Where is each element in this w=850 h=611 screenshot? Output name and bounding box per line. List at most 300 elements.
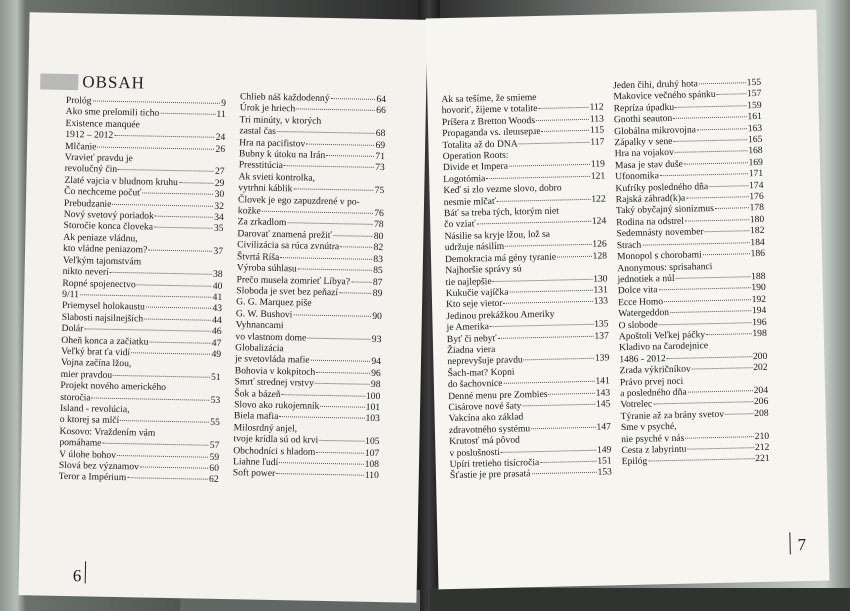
dot-leader (144, 318, 211, 320)
toc-entry-title: Slovo ako rukojemník (234, 399, 320, 412)
dot-leader (148, 250, 212, 252)
toc-entry-page: 66 (376, 105, 386, 117)
toc-entry-page: 60 (209, 462, 220, 474)
toc-entry-title: Demokracia má gény tyranie (444, 251, 557, 265)
toc-entry-page: 122 (591, 193, 606, 205)
toc-entry (622, 453, 770, 468)
toc-entry-page: 139 (594, 352, 610, 365)
dot-leader (80, 294, 212, 298)
toc-entry-title: Watergeddon (618, 307, 670, 320)
toc-entry-page: 113 (589, 113, 605, 125)
toc-entry-title: Ufonomika (615, 170, 660, 183)
toc-entry-title: Cisárove nové šaty (448, 400, 522, 414)
toc-entry-title: Kufríky posledného dňa (615, 180, 709, 194)
dot-leader (319, 440, 364, 442)
toc-entry-page: 100 (365, 390, 381, 402)
toc-entry-page: 128 (592, 250, 608, 262)
dot-leader (112, 204, 213, 207)
toc-entry-page: 59 (209, 451, 220, 463)
toc-entry-page: 76 (374, 207, 384, 220)
toc-entry-page: 143 (595, 386, 611, 399)
dot-leader (296, 109, 375, 112)
toc-entry-title: mier pravdou (60, 368, 113, 381)
toc-entry-title: revolučný čin (64, 163, 118, 176)
toc-entry-title: Hra na vojakov (614, 147, 674, 160)
dot-leader (522, 404, 595, 407)
dot-leader (284, 166, 374, 169)
toc-entry-title: Milosrdný anjel, (233, 422, 298, 435)
dot-leader (531, 427, 595, 429)
toc-entry-page: 71 (375, 150, 386, 163)
toc-entry-page: 98 (370, 379, 381, 391)
toc-column-4 (613, 77, 770, 468)
dot-leader (293, 314, 371, 316)
dot-leader (131, 352, 210, 355)
toc-entry-title: Príšera z Bretton Woods (441, 114, 536, 128)
dot-leader (524, 358, 594, 361)
toc-entry-title: Sme v psyché, (620, 421, 677, 434)
dot-leader (659, 322, 751, 325)
toc-entry-title: Ako sme prelomili ticho (65, 106, 160, 120)
dot-leader (102, 443, 208, 446)
toc-entry-title: 1912 – 2012 (65, 129, 114, 142)
toc-entry-title: Zlaté vajcia v bludnom kruhu (64, 174, 178, 188)
toc-entry-page: 147 (596, 421, 612, 433)
dot-leader (155, 216, 213, 218)
toc-entry-title: kto vládne peniazom? (62, 243, 148, 256)
toc-entry-title: udržuje násilím (444, 241, 505, 254)
toc-entry-title: Byť či nebyť (446, 332, 497, 345)
dot-leader (509, 164, 590, 167)
toc-entry-title: Logotómia (443, 173, 486, 185)
toc-entry-title: Masa je stav duše (614, 158, 684, 172)
toc-entry-title: Existence manquée (65, 117, 140, 131)
toc-entry-page: 221 (755, 453, 770, 465)
dot-leader (315, 383, 370, 385)
dot-leader (725, 413, 753, 415)
toc-entry-page: 208 (754, 407, 769, 419)
toc-entry-page: 196 (752, 316, 767, 328)
dot-leader (538, 107, 588, 109)
dot-leader (149, 341, 210, 343)
dot-leader (503, 381, 594, 384)
toc-entry-page: 64 (376, 93, 387, 106)
toc-entry-title: Báť sa treba tých, ktorým niet (443, 205, 560, 220)
toc-entry-title: Kladivo na čarodejnice (618, 340, 709, 354)
toc-entry-page: 26 (215, 143, 226, 155)
dot-leader (306, 143, 374, 145)
toc-entry-page: 180 (749, 213, 765, 226)
toc-entry-page: 11 (216, 109, 226, 121)
toc-entry-page: 119 (590, 158, 606, 171)
dot-leader (154, 227, 213, 229)
toc-entry-title: v poslušnosti (449, 446, 500, 459)
toc-entry-page: 83 (373, 253, 384, 265)
toc-entry-page: 149 (596, 443, 612, 456)
right-page (426, 10, 830, 590)
toc-entry-title: Veľký brat ťa vidí (61, 345, 131, 359)
dot-leader (316, 451, 364, 453)
dot-leader (137, 284, 212, 286)
toc-entry-title: Island - revolúcia, (59, 402, 130, 416)
toc-entry-page: 53 (210, 394, 221, 406)
cover-edge-right (430, 588, 850, 611)
toc-entry-title: vytrhni káblik (238, 182, 293, 195)
dot-leader (490, 324, 593, 327)
dot-leader (276, 473, 364, 476)
toc-entry-title: Týranie až za brány svetov (620, 408, 725, 422)
toc-entry-page: 202 (753, 361, 768, 374)
toc-entry-page: 29 (214, 177, 225, 189)
toc-entry-title: Najhoršie správy sú (445, 263, 522, 277)
dot-leader (531, 472, 596, 474)
dot-leader (706, 333, 751, 335)
dot-leader (477, 221, 591, 225)
toc-entry-title: Vravieť pravdu je (64, 151, 133, 165)
dot-leader (703, 253, 750, 255)
toc-entry-title: Človek je ego zapuzdrené v po- (237, 193, 360, 208)
toc-entry (450, 467, 612, 482)
dot-leader (715, 208, 749, 210)
left-page-number: 6 (72, 566, 82, 586)
toc-entry-title: Šach-mat? Kopni (447, 366, 515, 379)
dot-leader (179, 182, 214, 184)
dot-leader (92, 397, 210, 400)
dot-leader (316, 372, 370, 374)
toc-entry-page: 176 (749, 190, 764, 203)
dot-leader (684, 162, 748, 164)
dot-leader (509, 290, 592, 293)
dot-leader (279, 416, 364, 419)
toc-entry-title: Kukučie vajíčka (445, 286, 509, 300)
toc-entry-page: 40 (212, 280, 223, 292)
toc-column-1 (59, 95, 226, 486)
dot-leader (660, 173, 748, 176)
toc-entry-page: 121 (590, 170, 606, 182)
toc-entry-title: do šachovnice (447, 378, 503, 391)
dot-leader (541, 130, 589, 132)
left-page (18, 12, 427, 603)
toc-entry-page: 107 (364, 447, 380, 459)
toc-entry-page: 192 (751, 293, 767, 305)
dot-leader (504, 301, 593, 304)
dot-leader (642, 242, 749, 245)
toc-entry-page: 145 (595, 398, 611, 410)
dot-leader (339, 292, 372, 294)
toc-entry-page: 126 (592, 238, 607, 251)
dot-leader (673, 116, 746, 119)
dot-leader (279, 462, 363, 465)
toc-entry-page: 37 (213, 246, 224, 258)
toc-entry-page: 93 (371, 333, 382, 345)
dot-leader (664, 299, 751, 302)
toc-entry-title: storočia (60, 391, 91, 404)
toc-entry-page: 82 (373, 242, 384, 254)
toc-entry-title: Biela mafia (233, 410, 279, 423)
dot-leader (333, 235, 373, 237)
toc-entry-page: 141 (595, 375, 610, 387)
toc-entry-title: Čo nechceme počuť (64, 186, 142, 199)
toc-entry-page: 210 (754, 430, 770, 442)
toc-entry-title: Zrada výkričníkov (619, 363, 691, 377)
toc-entry-page: 49 (211, 348, 222, 360)
toc-entry-title: G. W. Bushovi (235, 307, 293, 321)
toc-entry-page: 73 (375, 162, 385, 174)
toc-entry-title: Ak peniaze vládnu, (63, 231, 138, 245)
dot-leader (97, 146, 214, 149)
toc-entry-page: 161 (747, 111, 763, 123)
dot-leader (120, 420, 209, 423)
toc-entry-page: 151 (597, 455, 612, 467)
toc-entry-page: 68 (375, 128, 386, 140)
dot-leader (685, 436, 753, 439)
toc-entry-page: 137 (594, 329, 609, 342)
toc-entry-title: Cesta z labyrintu (621, 443, 687, 457)
toc-entry-title: V úlohe bohov (59, 448, 117, 461)
toc-entry-title: Vojna začína lžou, (60, 357, 132, 370)
toc-entry-title: Storočie konca človeka (63, 220, 154, 234)
toc-entry-page: 105 (364, 435, 380, 448)
toc-entry-title: je svetovláda mafie (234, 353, 310, 367)
dot-leader (160, 113, 215, 115)
toc-entry-page: 43 (212, 303, 223, 315)
dot-leader (326, 155, 374, 157)
toc-entry-title: Jeden čihi, druhý hota (613, 78, 698, 92)
toc-entry-page: 184 (750, 236, 765, 248)
toc-entry-title: Projekt nového amerického (60, 380, 167, 394)
toc-entry-page: 117 (590, 136, 605, 148)
toc-entry-title: Šťastie je pre prasatá (449, 468, 531, 482)
toc-entry-title: Bohovia v kokpitoch (234, 364, 316, 378)
toc-entry-page: 206 (753, 396, 769, 408)
toc-entry-title: vo vlastnom dome (235, 330, 307, 344)
toc-entry-title: Keď si zlo vezme slovo, dobro (443, 182, 562, 197)
toc-entry-page: 46 (211, 325, 222, 338)
dot-leader (277, 131, 375, 134)
toc-entry-title: G. G. Marquez píše (236, 296, 312, 310)
dot-leader (505, 244, 591, 247)
toc-entry-page: 35 (213, 223, 224, 235)
dot-leader (118, 169, 214, 172)
toc-entry-title: Žiadna viera (446, 343, 496, 357)
dot-leader (648, 459, 754, 462)
dot-leader (351, 281, 372, 282)
toc-entry-page: 38 (212, 268, 223, 281)
toc-entry-title: 1486 - 2012 (619, 352, 666, 365)
dot-leader (280, 257, 372, 260)
toc-entry-page: 168 (748, 145, 763, 157)
toc-entry-title: Vyhnancami (235, 319, 284, 332)
toc-entry-title: Oheň konca a začiatku (61, 334, 149, 348)
dot-leader (117, 455, 209, 458)
toc-entry-title: Makovice večného spánku (613, 89, 716, 103)
toc-entry-title: Anonymous: sprisahanci (617, 260, 713, 274)
toc-entry-title: Ecce Homo (617, 295, 664, 308)
toc-entry-title: Tri minúty, v ktorých (239, 114, 322, 127)
dot-leader (717, 94, 746, 96)
toc-entry-title: Obchodníci s hladom (233, 444, 316, 458)
toc-entry-title: Kto seje vietor (445, 298, 503, 311)
toc-entry-title: Repríza úpadku (613, 101, 675, 115)
toc-entry-title: Propaganda vs. ılɐuısɐpɹɐ (442, 126, 541, 140)
toc-entry-page: 69 (375, 139, 386, 151)
heading-bar (40, 73, 78, 90)
dot-leader (540, 461, 596, 463)
toc-entry-page: 212 (754, 441, 770, 454)
dot-leader (298, 269, 372, 271)
toc-entry-title: nie psyché v nás (621, 432, 685, 445)
toc-entry-title: Veľkým tajomstvám (62, 254, 142, 268)
dot-leader (685, 219, 749, 221)
toc-entry-title: Soft power (232, 467, 276, 480)
toc-entry-title: Bubny k útoku na Irán (238, 148, 326, 161)
toc-entry-page: 131 (593, 284, 608, 296)
toc-entry-page: 112 (589, 101, 604, 114)
toc-entry-page: 30 (214, 189, 225, 201)
toc-entry-title: nikto neverí (62, 266, 109, 278)
toc-entry-title: Násilie sa kryje lžou, lož sa (444, 228, 551, 243)
toc-entry-page: 89 (372, 287, 383, 299)
toc-entry-page: 133 (593, 295, 609, 308)
toc-entry-page: 108 (364, 458, 380, 471)
dot-leader (673, 139, 747, 142)
toc-entry-page: 188 (750, 270, 766, 283)
toc-entry-title: Presstitúcia (238, 159, 284, 172)
toc-entry-page: 171 (748, 168, 764, 180)
toc-entry-title: kožke (237, 205, 261, 217)
toc-entry-title: Úrok je hriech (239, 102, 296, 115)
toc-column-2 (233, 91, 386, 482)
dot-leader (311, 360, 371, 362)
toc-entry-page: 194 (751, 304, 767, 317)
toc-entry-page: 96 (371, 367, 381, 379)
toc-entry-page: 44 (212, 314, 222, 326)
toc-entry-page: 27 (214, 166, 225, 178)
toc-entry-page: 155 (746, 76, 762, 89)
toc-entry-page: 32 (214, 200, 225, 212)
toc-entry-title: Slabosti najsilnejších (61, 311, 144, 325)
dot-leader (501, 449, 596, 452)
dot-leader (675, 105, 746, 108)
toc-entry-title: Darovať znamená prežiť (237, 228, 333, 241)
toc-entry-title: je Amerika (446, 321, 490, 334)
dot-leader (497, 198, 590, 201)
toc-entry-page: 163 (747, 122, 763, 134)
toc-entry-title: Ak svieti kontrolka, (238, 171, 316, 184)
toc-entry-title: Mlčanie (64, 140, 97, 153)
dot-leader (486, 176, 589, 179)
toc-entry-page: 78 (373, 219, 384, 231)
dot-leader (675, 151, 747, 154)
dot-leader (493, 278, 593, 281)
toc-entry-title: Šok a bázeň (234, 387, 281, 400)
toc-entry-page: 94 (371, 356, 382, 368)
toc-entry-title: jednotiek a núl (617, 272, 675, 286)
toc-entry-title: Apoštoli Veľkej páčky (618, 329, 706, 343)
toc-entry-title: čo vziať (444, 218, 476, 231)
dot-leader (692, 367, 752, 369)
dot-leader (697, 128, 747, 130)
toc-entry-title: Liahne ľudí (232, 456, 279, 469)
dot-leader (705, 231, 749, 233)
dot-leader (84, 328, 211, 331)
dot-leader (293, 189, 373, 192)
page-number-rule (85, 561, 86, 583)
toc-entry-title: Sloboda je svet bez peňazí (236, 285, 339, 299)
dot-leader (658, 288, 750, 291)
toc-entry-title: 9/11 (62, 288, 80, 301)
dot-leader (142, 193, 213, 195)
toc-entry-title: Právo prvej noci (619, 375, 684, 388)
dot-leader (127, 478, 208, 481)
toc-entry-title: Za zrkadlom (237, 216, 287, 229)
toc-entry-title: Slová bez významov (58, 459, 139, 473)
toc-entry-title: hovoriť, žijeme v totalite (441, 103, 538, 117)
toc-entry-page: 103 (365, 413, 380, 425)
toc-entry-title: O slobode (618, 318, 658, 331)
toc-entry-title: Prológ (65, 94, 92, 107)
dot-leader (709, 185, 748, 187)
toc-entry-page: 159 (747, 99, 762, 112)
toc-entry-title: Výroba súhlasu (236, 262, 297, 275)
toc-entry-title: Teror a Impérium (58, 471, 127, 484)
toc-entry-title: Rajská záhrad(k)a (615, 192, 686, 206)
toc-entry-page: 110 (364, 470, 379, 482)
dot-leader (557, 255, 592, 257)
toc-entry-title: Hra na pacifistov (239, 136, 306, 150)
toc-entry-title: Votrelec (620, 398, 653, 411)
toc-entry-title: Dolce vita (617, 284, 658, 297)
toc-entry-title: Nový svetový poriadok (63, 208, 154, 222)
dot-leader (146, 307, 212, 309)
toc-entry-page: 135 (594, 318, 609, 330)
page-number-rule (789, 532, 790, 554)
toc-entry (233, 468, 379, 482)
dot-leader (676, 276, 751, 279)
toc-entry-page: 85 (373, 264, 383, 277)
dot-leader (498, 335, 594, 338)
toc-entry-title: Štvrtá Ríša (236, 250, 280, 263)
dot-leader (548, 392, 594, 394)
dot-leader (688, 390, 753, 392)
toc-entry-page: 24 (215, 132, 226, 144)
toc-entry-title: Priemysel holokaustu (61, 300, 145, 313)
toc-entry-title: Globálna mikrovojna (614, 124, 697, 137)
toc-entry-title: Monopol s chorobami (616, 249, 702, 263)
toc-entry-page: 101 (365, 401, 381, 414)
toc-entry-title: tvoje krídla sú od krvi (233, 433, 319, 447)
toc-entry-page: 75 (374, 185, 385, 197)
toc-entry-title: Krutosť má pôvod (449, 434, 521, 448)
dot-leader (113, 375, 210, 378)
toc-entry-page: 198 (752, 327, 767, 340)
dot-leader (670, 310, 751, 313)
toc-entry-title: Operation Roots: (442, 149, 509, 163)
toc-entry-title: Sedemnásty november (616, 226, 704, 240)
toc-entry-title: Jedinou prekážkou Ameriky (446, 308, 555, 322)
dot-leader (519, 141, 590, 144)
toc-entry-title: Upíri tretieho tisícročia (449, 457, 540, 471)
dot-leader (110, 272, 212, 275)
toc-entry-title: neprevyšuje pravdu (447, 354, 523, 368)
toc-entry-title: nesmie mlčať (443, 195, 497, 208)
dot-leader (536, 119, 589, 121)
toc-entry-title: Taký obyčajný sionizmus (615, 203, 715, 217)
toc-entry-page: 62 (208, 474, 219, 486)
toc-entry-title: Totalita až do DNA (442, 138, 518, 151)
dot-leader (140, 466, 208, 468)
toc-entry (59, 471, 219, 485)
